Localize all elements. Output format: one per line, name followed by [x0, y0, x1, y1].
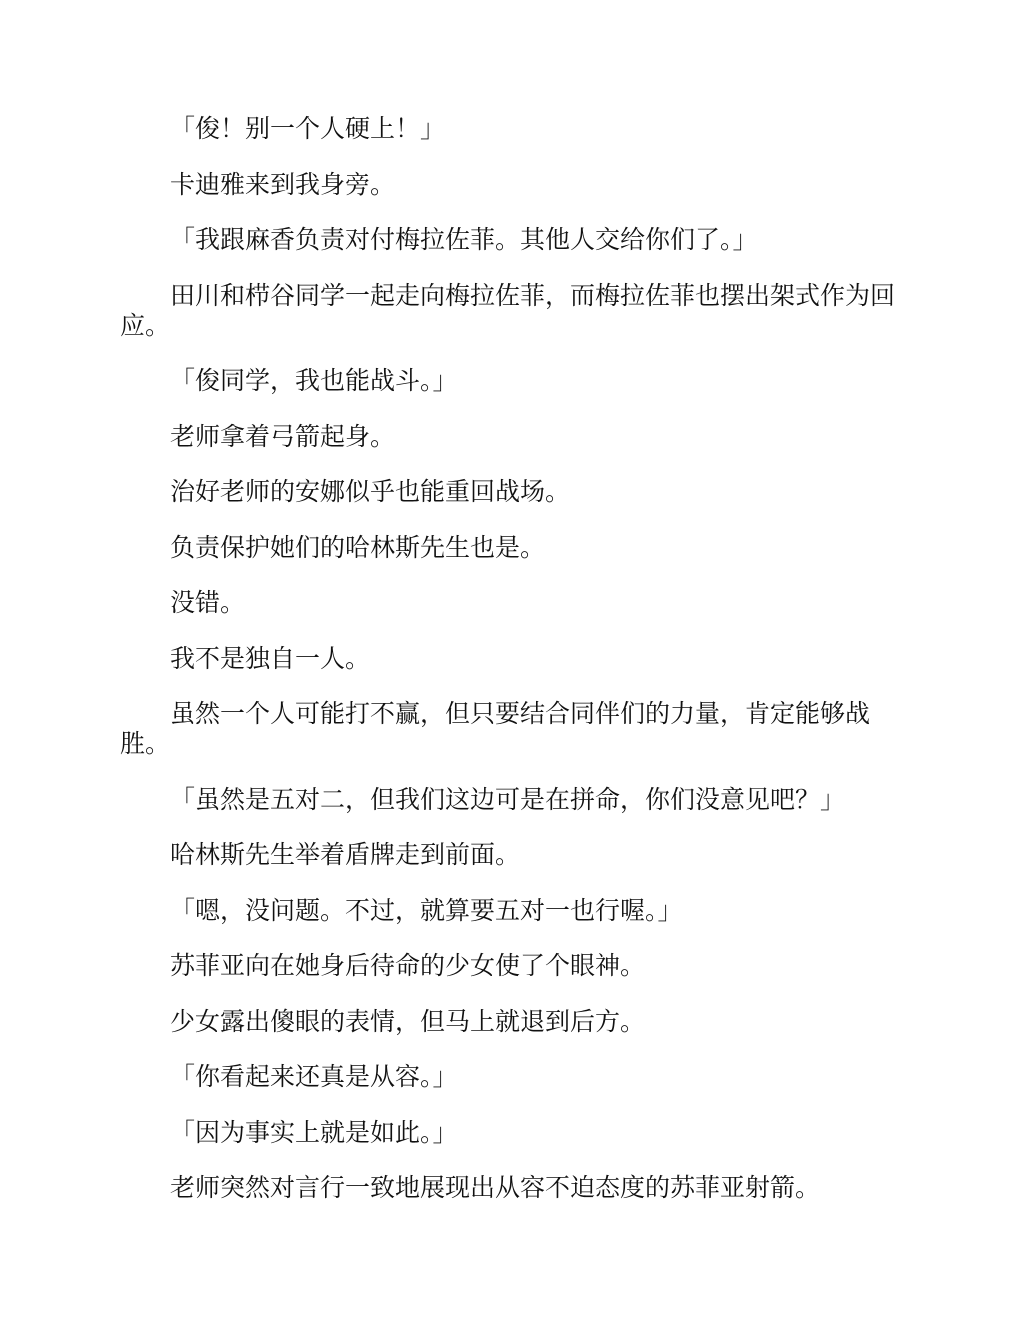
paragraph: 「虽然是五对二，但我们这边可是在拼命，你们没意见吧？」 [170, 784, 846, 814]
paragraph: 「嗯，没问题。不过，就算要五对一也行喔。」 [170, 895, 683, 925]
paragraph: 哈林斯先生举着盾牌走到前面。 [170, 840, 521, 869]
paragraph: 治好老师的安娜似乎也能重回战场。 [170, 477, 571, 506]
paragraph: 我不是独自一人。 [170, 643, 371, 673]
paragraph: 负责保护她们的哈林斯先生也是。 [170, 532, 546, 562]
paragraph: 田川和栉谷同学一起走向梅拉佐菲，而梅拉佐菲也摆出架式作为回应。 [120, 280, 896, 340]
paragraph: 没错。 [170, 588, 246, 617]
paragraph: 少女露出傻眼的表情，但马上就退到后方。 [170, 1006, 646, 1036]
paragraph: 「俊！别一个人硬上！」 [170, 114, 446, 143]
text-body [120, 114, 900, 1229]
paragraph: 老师拿着弓箭起身。 [170, 421, 396, 451]
paragraph: 「俊同学，我也能战斗。」 [170, 366, 458, 395]
paragraph: 卡迪雅来到我身旁。 [170, 169, 396, 199]
paragraph: 「我跟麻香负责对付梅拉佐菲。其他人交给你们了。」 [170, 225, 758, 254]
paragraph: 「因为事实上就是如此。」 [170, 1117, 458, 1147]
paragraph: 老师突然对言行一致地展现出从容不迫态度的苏菲亚射箭。 [170, 1173, 821, 1202]
paragraph: 苏菲亚向在她身后待命的少女使了个眼神。 [170, 951, 646, 980]
paragraph: 虽然一个人可能打不赢，但只要结合同伴们的力量，肯定能够战胜。 [120, 699, 871, 758]
paragraph: 「你看起来还真是从容。」 [170, 1062, 458, 1091]
